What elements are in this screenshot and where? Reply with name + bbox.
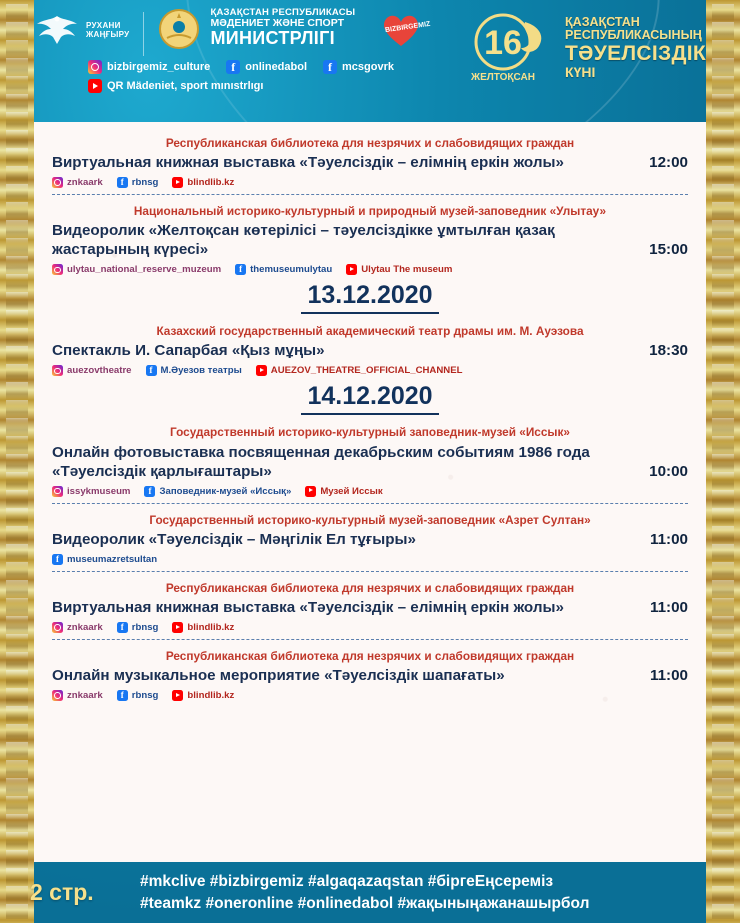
facebook-icon: f (146, 365, 157, 376)
handle-label: AUEZOV_THEATRE_OFFICIAL_CHANNEL (270, 365, 463, 377)
anniversary-line4: КҮНІ (565, 64, 596, 81)
schedule-entry (52, 425, 688, 503)
entry-organization: Республиканская библиотека для незрячих и слабовидящих граждан (165, 136, 575, 150)
anniversary-emblem-icon (463, 8, 555, 88)
handle-label: museumazretsultan (67, 553, 158, 565)
facebook-icon: f (323, 60, 337, 74)
entry-organization: Государственный историко-культурный заповедник-музей «Иссык» (170, 425, 570, 440)
handle-facebook[interactable] (52, 554, 157, 565)
entry-handles (52, 177, 688, 188)
anniversary-title (565, 16, 706, 81)
handle-facebook[interactable] (117, 622, 159, 633)
schedule-entry (52, 324, 688, 376)
handle-instagram[interactable] (52, 177, 103, 188)
social-label: onlinedabol (245, 61, 308, 73)
divider (52, 639, 688, 640)
handle-facebook[interactable] (144, 486, 291, 497)
gold-ornament-left (0, 0, 34, 923)
handle-label: rbnsg (131, 621, 159, 633)
schedule-card (34, 122, 706, 862)
handle-label: themuseumulytau (250, 264, 333, 276)
handle-youtube[interactable] (305, 486, 382, 497)
handle-label: Музей Иссык (320, 485, 383, 497)
handle-label: blindlib.kz (187, 690, 235, 702)
handle-label: znkaark (67, 621, 103, 633)
facebook-icon: f (144, 486, 155, 497)
facebook-icon: f (235, 264, 246, 275)
youtube-icon (172, 690, 183, 701)
svg-text:16: 16 (484, 24, 522, 62)
bizbirgemiz-logo (373, 8, 432, 52)
schedule-entry (52, 136, 688, 195)
ministry-line1: ҚАЗАҚСТАН РЕСПУБЛИКАСЫ (210, 7, 356, 18)
divider (52, 503, 688, 504)
date-heading (52, 281, 688, 314)
youtube-icon (172, 177, 183, 188)
facebook-icon: f (52, 554, 63, 565)
ruhani-zhangyru-label (86, 21, 129, 39)
youtube-icon (172, 622, 183, 633)
ruhani-line1: РУХАНИ (86, 20, 121, 30)
handle-label: rbnsg (131, 690, 159, 702)
gold-ornament-right (706, 0, 740, 923)
schedule-entry (52, 513, 688, 572)
divider (143, 12, 144, 56)
entry-handles (52, 264, 688, 275)
entry-title: Онлайн фотовыставка посвященная декабрьским событиям 1986 года «Тәуелсіздік қарлығаштары» (52, 443, 590, 480)
handle-instagram[interactable] (52, 486, 130, 497)
entry-title: Виртуальная книжная выставка «Тәуелсіздік – елімнің еркін жолы» (52, 154, 564, 172)
entry-handles (52, 365, 688, 376)
entry-handles (52, 486, 688, 497)
eagle-icon (34, 10, 80, 50)
anniversary-line2: РЕСПУБЛИКАСЫНЫҢ (565, 28, 702, 43)
handle-youtube[interactable] (172, 690, 234, 701)
social-label: bizbirgemiz_culture (107, 61, 211, 73)
handle-label: issykmuseum (67, 485, 131, 497)
entry-organization: Республиканская библиотека для незрячих и слабовидящих граждан (165, 648, 575, 663)
entry-organization: Казахский государственный академический театр драмы им. М. Ауэзова (156, 324, 584, 339)
entry-time: 11:00 (649, 598, 688, 616)
ruhani-line2: ЖАҢҒЫРУ (86, 30, 130, 39)
youtube-icon (305, 486, 316, 497)
poster-header (0, 0, 740, 120)
handle-label: Заповедник-музей «Иссық» (159, 485, 292, 497)
youtube-icon (88, 79, 102, 93)
entry-time: 18:30 (649, 342, 688, 360)
facebook-icon: f (117, 622, 128, 633)
ruhani-zhangyru-logo (34, 10, 129, 50)
instagram-icon (52, 365, 63, 376)
date-heading (52, 382, 688, 415)
instagram-icon (52, 177, 63, 188)
hashtags-line2: #teamkz #oneronline #onlinedabol #жақыныңажанашырбол (140, 894, 590, 912)
schedule-entry (52, 204, 688, 275)
hashtags-line1: #mkclive #bizbirgemiz #algaqazaqstan #біргеЕңсереміз (140, 872, 554, 890)
entry-time: 12:00 (649, 154, 688, 172)
poster-footer (0, 862, 740, 923)
handle-label: Ulytau The museum (361, 264, 453, 276)
youtube-icon (256, 365, 267, 376)
page-number: 2 стр. (30, 879, 94, 905)
entry-time: 11:00 (649, 667, 688, 685)
handle-facebook[interactable] (235, 264, 332, 275)
handle-label: blindlib.kz (187, 177, 235, 189)
ministry-line3: МИНИСТРЛІГІ (210, 27, 335, 48)
handle-youtube[interactable] (346, 264, 452, 275)
entry-organization: Национальный историко-культурный и природный музей-заповедник «Улытау» (133, 204, 607, 219)
anniversary-badge (463, 8, 706, 88)
facebook-icon: f (117, 177, 128, 188)
handle-label: ulytau_national_reserve_muzeum (67, 264, 222, 276)
handle-instagram[interactable] (52, 264, 221, 275)
entry-title: Видеоролик «Желтоқсан көтерілісі – тәуелсіздікке ұмтылған қазақ жастарының күресі» (52, 222, 555, 259)
instagram-icon (52, 690, 63, 701)
handle-label: rbnsg (131, 177, 159, 189)
hashtags (140, 871, 740, 915)
entry-title: Онлайн музыкальное мероприятие «Тәуелсіздік шапағаты» (52, 667, 505, 685)
entry-time: 10:00 (649, 462, 688, 480)
date-label: 13.12.2020 (301, 281, 438, 314)
facebook-icon: f (117, 690, 128, 701)
schedule-entry (52, 649, 688, 701)
svg-text:ЖЕЛТОҚСАН: ЖЕЛТОҚСАН (471, 72, 535, 83)
entry-handles (52, 554, 688, 565)
entry-time: 15:00 (649, 241, 688, 259)
instagram-icon (52, 486, 63, 497)
anniversary-line1: ҚАЗАҚСТАН (565, 14, 640, 29)
bizbirgemiz-label: BIZBIRGEMIZ (385, 20, 432, 35)
handle-facebook[interactable] (117, 177, 159, 188)
instagram-icon (52, 264, 63, 275)
handle-instagram[interactable] (52, 690, 103, 701)
social-link-youtube[interactable] (88, 79, 263, 93)
divider (52, 194, 688, 195)
entry-title: Виртуальная книжная выставка «Тәуелсіздік – елімнің еркін жолы» (52, 598, 564, 616)
handle-instagram[interactable] (52, 365, 132, 376)
handle-label: М.Әуезов театры (160, 365, 242, 377)
entry-time: 11:00 (649, 530, 688, 548)
anniversary-line3: ТӘУЕЛСІЗДІК (565, 41, 706, 65)
handle-label: znkaark (67, 690, 103, 702)
handle-label: blindlib.kz (187, 621, 235, 633)
ministry-emblem-icon (158, 8, 200, 50)
entry-organization: Республиканская библиотека для незрячих и слабовидящих граждан (165, 580, 575, 595)
handle-facebook[interactable] (146, 365, 242, 376)
handle-label: auezovtheatre (67, 365, 132, 377)
social-link-instagram[interactable] (88, 60, 210, 74)
social-label: mcsgovrk (342, 61, 395, 73)
instagram-icon (88, 60, 102, 74)
entry-organization: Государственный историко-культурный музей-заповедник «Азрет Султан» (149, 512, 591, 527)
entry-handles (52, 622, 688, 633)
entry-title: Спектакль И. Сапарбая «Қыз мұңы» (52, 342, 325, 360)
schedule-entry (52, 581, 688, 640)
handle-facebook[interactable] (117, 690, 159, 701)
divider (52, 571, 688, 572)
ministry-title (210, 8, 355, 48)
handle-youtube[interactable] (172, 622, 234, 633)
youtube-icon (346, 264, 357, 275)
handle-youtube[interactable] (172, 177, 234, 188)
date-label: 14.12.2020 (301, 382, 438, 415)
ministry-line2: МӘДЕНИЕТ ЖӘНЕ СПОРТ (210, 16, 344, 29)
handle-label: znkaark (67, 177, 103, 189)
social-label: QR Mädeniet, sport mınıstrlıgı (107, 80, 264, 92)
handle-youtube[interactable] (256, 365, 463, 376)
social-link-facebook-mcsgovrk[interactable] (323, 60, 394, 74)
entry-title: Видеоролик «Тәуелсіздік – Мәңгілік Ел тұғыры» (52, 530, 416, 548)
social-link-facebook-onlinedabol[interactable] (226, 60, 307, 74)
handle-instagram[interactable] (52, 622, 103, 633)
facebook-icon: f (226, 60, 240, 74)
entry-handles (52, 690, 688, 701)
instagram-icon (52, 622, 63, 633)
